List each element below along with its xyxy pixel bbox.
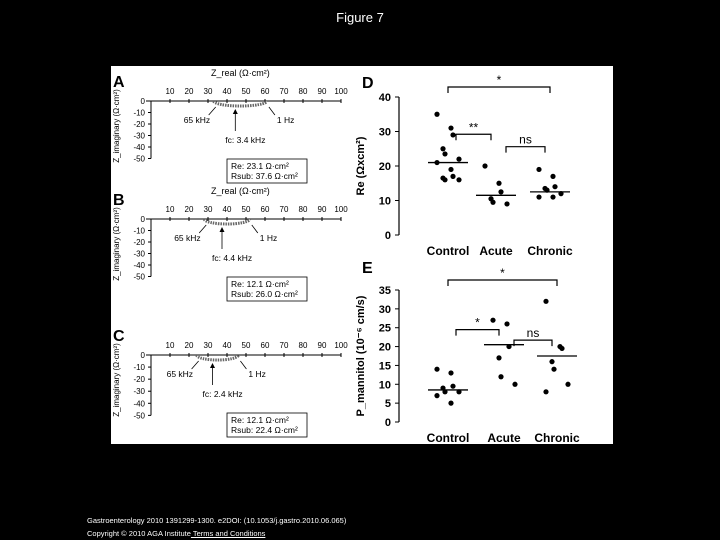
y-tick-label: -10 <box>133 363 145 373</box>
significance-bracket-e <box>456 330 499 336</box>
y-tick-label-e: 30 <box>378 303 391 316</box>
x-tick-label: 20 <box>184 341 194 350</box>
y-tick-label: -40 <box>133 399 145 409</box>
y-tick-label: -20 <box>133 120 145 129</box>
y-tick-label-d: 20 <box>378 161 391 173</box>
x-tick-label: 10 <box>165 87 175 96</box>
significance-label-e: * <box>500 266 505 280</box>
fc-label: fc: 3.4 kHz <box>225 135 266 145</box>
x-tick-label: 30 <box>203 205 213 214</box>
x-tick-label: 30 <box>203 341 213 350</box>
data-point-d <box>450 132 455 137</box>
y-axis-label-c: Z_imaginary (Ω·cm²) <box>112 343 121 417</box>
data-point-d <box>550 194 555 199</box>
data-point-e <box>549 359 554 364</box>
panel-letter-a: A <box>113 74 125 91</box>
y-tick-label: -20 <box>133 375 145 385</box>
y-tick-label-e: 20 <box>378 341 391 354</box>
x-tick-label: 100 <box>334 341 348 350</box>
x-tick-label: 10 <box>165 205 175 214</box>
category-label-d: Acute <box>479 244 513 258</box>
panel-letter-d: D <box>362 75 374 92</box>
figure-title: Figure 7 <box>336 10 384 25</box>
y-tick-label-d: 10 <box>378 195 391 208</box>
fc-arrowhead <box>220 227 225 232</box>
hf-freq-label: 65 kHz <box>174 233 201 243</box>
fc-arrowhead <box>210 363 215 368</box>
x-tick-label: 70 <box>279 341 289 350</box>
data-point-d <box>482 163 487 168</box>
significance-label-d: * <box>496 73 502 87</box>
hf-pointer <box>199 225 206 233</box>
data-point-e <box>565 382 570 387</box>
y-tick-label-d: 30 <box>378 126 391 139</box>
data-point-d <box>498 189 503 194</box>
significance-label-e: * <box>475 315 480 330</box>
data-point-d <box>434 112 439 117</box>
figure-svg <box>111 66 613 444</box>
citation-text: Gastroenterology 2010 1391299-1300. e2DOI: (10.1053/j.gastro.2010.06.065) <box>87 516 347 525</box>
y-tick-label: -40 <box>133 261 145 270</box>
y-tick-label: -50 <box>133 272 145 282</box>
significance-bracket-d <box>456 134 491 140</box>
category-label-d: Chronic <box>527 244 573 258</box>
data-point-d <box>490 200 495 205</box>
significance-label-d: ns <box>519 132 532 147</box>
data-point-d <box>536 194 541 199</box>
data-point-e <box>498 374 503 379</box>
y-tick-label: -40 <box>133 143 145 152</box>
x-tick-label: 80 <box>298 341 308 350</box>
y-tick-label: -20 <box>133 238 145 247</box>
y-axis-label-d: Re (Ωxcm²) <box>355 136 367 196</box>
data-point-d <box>448 125 453 130</box>
x-tick-label: 10 <box>165 341 175 350</box>
re-value-label: Re: 12.1 Ω·cm² <box>231 279 289 289</box>
panel-letter-c: C <box>113 328 125 345</box>
hf-freq-label: 65 kHz <box>166 369 194 379</box>
data-point-e <box>448 370 453 375</box>
data-point-d <box>496 181 501 186</box>
re-value-label: Re: 12.1 Ω·cm² <box>231 415 289 425</box>
re-value-label: Re: 23.1 Ω·cm² <box>231 161 289 171</box>
x-tick-label: 40 <box>222 205 232 214</box>
x-tick-label: 90 <box>317 205 327 214</box>
x-tick-label: 50 <box>241 205 251 214</box>
y-tick-label: -30 <box>133 249 145 259</box>
data-point-d <box>448 167 453 172</box>
figure-panel <box>111 66 613 444</box>
data-point-e <box>450 384 455 389</box>
x-tick-label: 100 <box>334 205 348 214</box>
x-tick-label: 40 <box>222 87 232 96</box>
data-point-d <box>550 174 555 179</box>
y-tick-label-e: 0 <box>384 417 391 429</box>
rsub-value-label: Rsub: 22.4 Ω·cm² <box>231 425 298 435</box>
y-tick-label: -50 <box>133 154 145 164</box>
data-point-e <box>434 393 439 398</box>
y-tick-label: -30 <box>133 131 145 141</box>
copyright-line <box>87 529 265 538</box>
data-point-e <box>448 401 453 406</box>
data-point-e <box>559 346 564 351</box>
x-tick-label: 60 <box>260 341 270 350</box>
significance-bracket-e <box>448 280 557 286</box>
x-tick-label: 60 <box>260 87 270 96</box>
terms-link[interactable]: Terms and Conditions <box>190 529 266 538</box>
y-tick-label: -10 <box>133 226 145 236</box>
fc-label: fc: 2.4 kHz <box>202 389 243 399</box>
y-tick-label-d: 40 <box>378 92 391 104</box>
significance-bracket-d <box>448 87 550 93</box>
rsub-value-label: Rsub: 26.0 Ω·cm² <box>231 289 298 299</box>
y-tick-label: -50 <box>133 411 145 421</box>
y-tick-label-e: 5 <box>384 398 391 411</box>
data-point-d <box>440 146 445 151</box>
significance-label-d: ** <box>468 120 479 135</box>
y-axis-label-b: Z_imaginary (Ω·cm²) <box>112 207 121 281</box>
data-point-e <box>512 382 517 387</box>
data-point-d <box>504 201 509 206</box>
hf-pointer <box>192 361 199 369</box>
data-point-e <box>434 367 439 372</box>
copyright-text: Copyright © 2010 AGA Institute <box>87 529 191 538</box>
y-tick-label: -30 <box>133 387 145 397</box>
y-tick-label: 0 <box>140 97 145 106</box>
significance-bracket-d <box>506 147 545 153</box>
x-tick-label: 50 <box>241 87 251 96</box>
data-point-e <box>496 355 501 360</box>
y-tick-label: 0 <box>140 351 145 360</box>
lf-freq-label: 1 Hz <box>248 369 266 379</box>
x-tick-label: 70 <box>279 205 289 214</box>
x-tick-label: 20 <box>184 205 194 214</box>
data-point-e <box>543 389 548 394</box>
category-label-e: Control <box>426 431 470 444</box>
y-axis-label-a: Z_imaginary (Ω·cm²) <box>112 89 121 163</box>
y-axis-label-e: P_mannitol (10⁻⁶ cm/s) <box>355 295 367 417</box>
x-axis-label-b: Z_real (Ω·cm²) <box>211 186 270 196</box>
y-tick-label-d: 0 <box>384 230 391 242</box>
lf-pointer <box>269 107 275 115</box>
x-tick-label: 20 <box>184 87 194 96</box>
data-point-d <box>442 151 447 156</box>
data-point-d <box>450 174 455 179</box>
impedance-arc <box>214 101 267 106</box>
x-tick-label: 70 <box>279 87 289 96</box>
hf-pointer <box>209 107 216 115</box>
data-point-e <box>504 321 509 326</box>
panel-letter-b: B <box>113 192 125 209</box>
category-label-e: Chronic <box>534 431 580 444</box>
y-tick-label-e: 10 <box>378 379 391 392</box>
lf-freq-label: 1 Hz <box>276 115 295 125</box>
data-point-d <box>442 177 447 182</box>
rsub-value-label: Rsub: 37.6 Ω·cm² <box>231 171 298 181</box>
data-point-d <box>552 184 557 189</box>
x-tick-label: 90 <box>317 341 327 350</box>
y-tick-label-e: 15 <box>378 360 391 373</box>
significance-label-e: ns <box>526 326 540 341</box>
data-point-e <box>490 318 495 323</box>
data-point-e <box>543 299 548 304</box>
x-tick-label: 80 <box>298 205 308 214</box>
data-point-e <box>551 367 556 372</box>
data-point-d <box>456 157 461 162</box>
lf-freq-label: 1 Hz <box>259 233 278 243</box>
x-tick-label: 90 <box>317 87 327 96</box>
y-tick-label-e: 35 <box>378 285 391 297</box>
x-tick-label: 80 <box>298 87 308 96</box>
x-tick-label: 30 <box>203 87 213 96</box>
x-tick-label: 40 <box>222 341 232 350</box>
category-label-d: Control <box>426 244 470 258</box>
x-tick-label: 50 <box>241 341 251 350</box>
lf-pointer <box>240 361 246 369</box>
y-tick-label-e: 25 <box>378 322 391 335</box>
hf-freq-label: 65 kHz <box>183 115 211 125</box>
panel-letter-e: E <box>362 260 373 277</box>
impedance-arc <box>197 355 239 360</box>
lf-pointer <box>252 225 258 233</box>
x-tick-label: 100 <box>334 87 348 96</box>
data-point-d <box>536 167 541 172</box>
fc-arrowhead <box>233 109 238 114</box>
y-tick-label: -10 <box>133 108 145 118</box>
x-tick-label: 60 <box>260 205 270 214</box>
data-point-d <box>456 177 461 182</box>
y-tick-label: 0 <box>140 215 145 224</box>
x-axis-label-a: Z_real (Ω·cm²) <box>211 68 270 78</box>
category-label-e: Acute <box>487 431 521 444</box>
fc-label: fc: 4.4 kHz <box>212 253 253 263</box>
